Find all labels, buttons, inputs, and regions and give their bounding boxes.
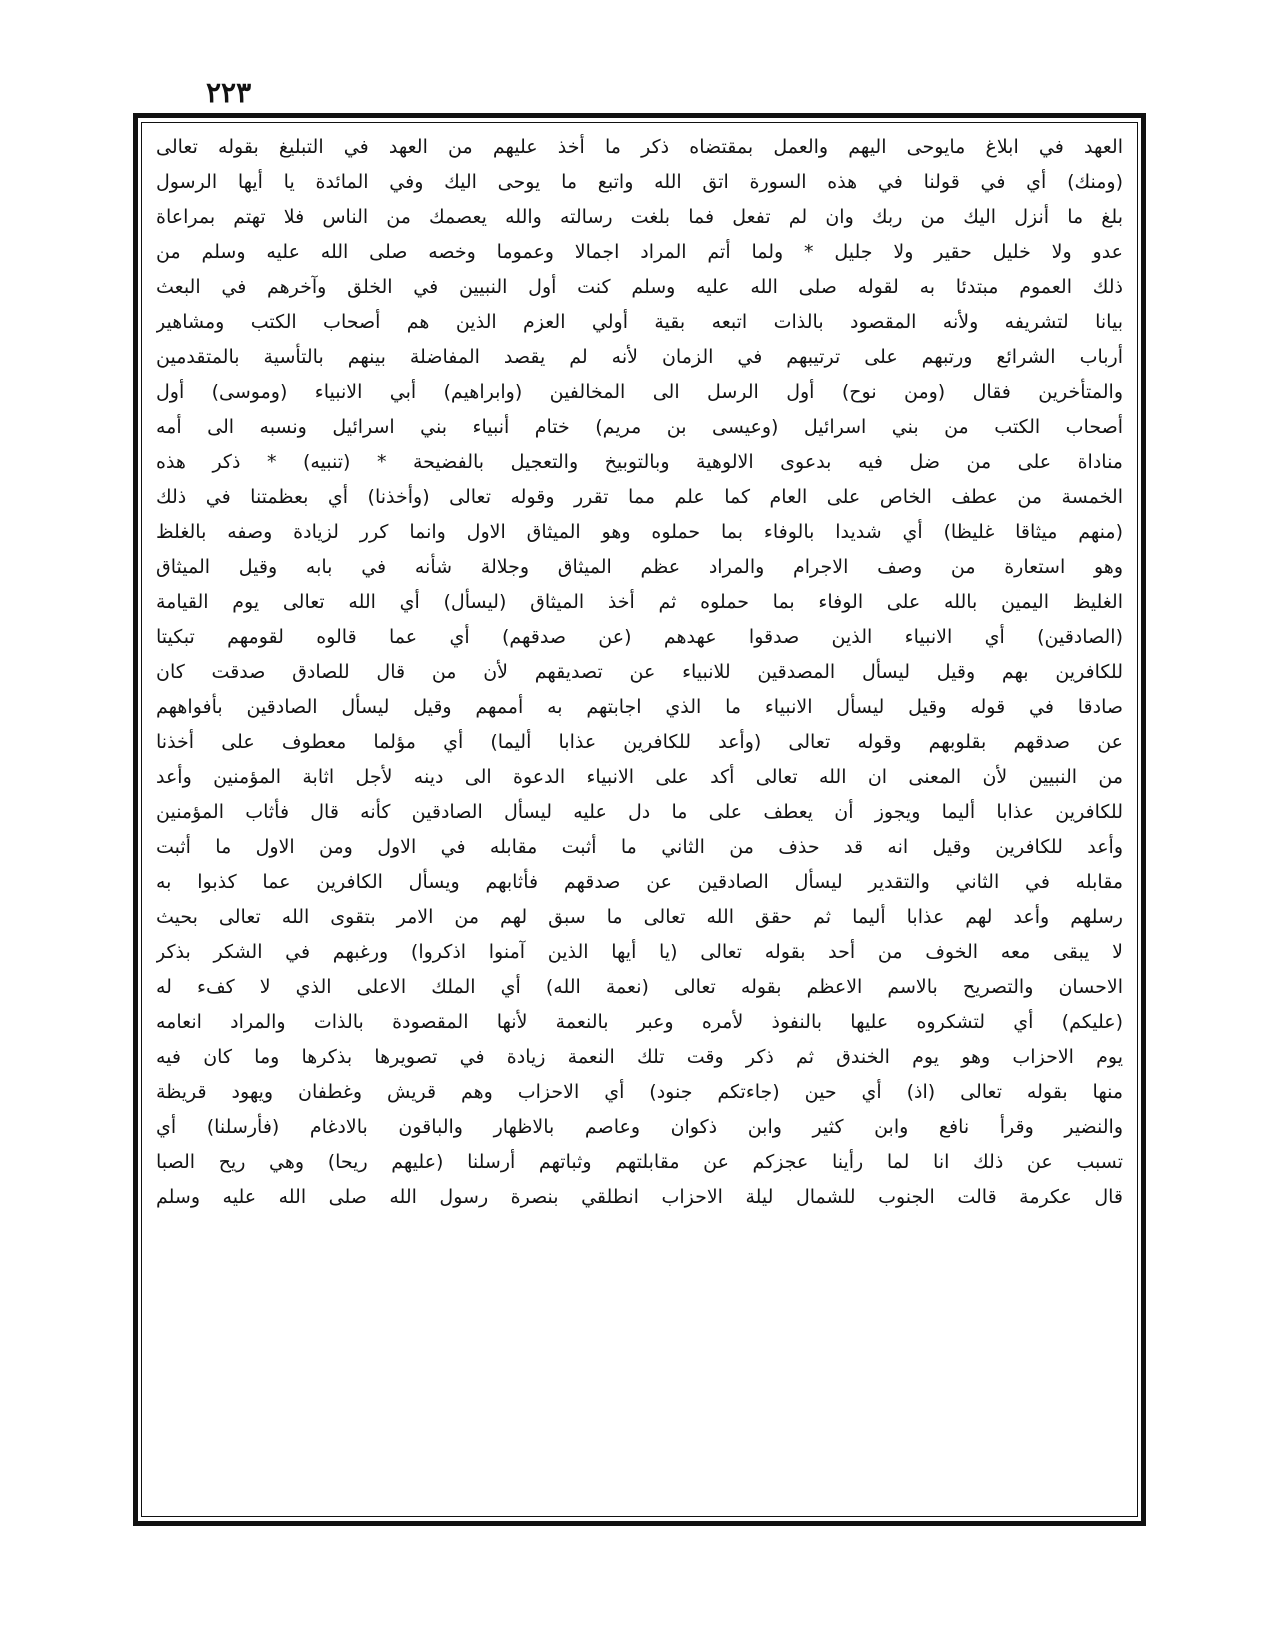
- text-line: رسلهم وأعد لهم عذابا أليما ثم حقق الله تعالى ما سبق لهم من الامر بتقوى الله تعالى بحيث: [156, 906, 1123, 928]
- text-line: قال عكرمة قالت الجنوب للشمال ليلة الاحزاب انطلقي بنصرة رسول الله صلى الله عليه وسلم: [156, 1186, 1123, 1208]
- text-line: منها بقوله تعالى (اذ) أي حين (جاءتكم جنود) أي الاحزاب وهم قريش وغطفان ويهود قريظة: [156, 1081, 1123, 1103]
- text-line: الاحسان والتصريح بالاسم الاعظم بقوله تعالى (نعمة الله) أي الملك الاعلى الذي لا كفء له: [156, 976, 1123, 998]
- text-line: أرباب الشرائع ورتبهم على ترتيبهم في الزمان لأنه لم يقصد المفاضلة بينهم بالتأسية بالمتقدمين: [156, 346, 1123, 368]
- text-line: الغليظ اليمين بالله على الوفاء بما حملوه ثم أخذ الميثاق (ليسأل) أي الله تعالى يوم القيامة: [156, 591, 1123, 613]
- text-line: للكافرين بهم وقيل ليسأل المصدقين للانبياء عن تصديقهم لأن من قال للصادق صدقت كان: [156, 661, 1123, 683]
- text-line: (ومنك) أي في قولنا في هذه السورة اتق الله واتبع ما يوحى اليك وفي المائدة يا أيها الرسول: [156, 171, 1123, 193]
- text-line: عدو ولا خليل حقير ولا جليل * ولما أتم المراد اجمالا وعموما وخصه صلى الله عليه وسلم من: [156, 241, 1123, 263]
- text-line: مقابله في الثاني والتقدير ليسأل الصادقين عن صدقهم فأثابهم ويسأل الكافرين عما كذبوا به: [156, 871, 1123, 893]
- text-line: صادقا في قوله وقيل ليسأل الانبياء ما الذي اجابتهم به أممهم وقيل ليسأل الصادقين بأفواههم: [156, 696, 1123, 718]
- text-line: والنضير وقرأ نافع وابن كثير وابن ذكوان وعاصم بالاظهار والباقون بالادغام (فأرسلنا) أي: [156, 1116, 1123, 1138]
- text-line: عن صدقهم بقلوبهم وقوله تعالى (وأعد للكافرين عذابا أليما) أي مؤلما معطوف على أخذنا: [156, 731, 1123, 753]
- text-line: بلغ ما أنزل اليك من ربك وان لم تفعل فما بلغت رسالته والله يعصمك من الناس فلا تهتم بمراعاة: [156, 206, 1123, 228]
- page-number: ٢٢٣: [206, 76, 252, 109]
- text-line: [156, 1215, 1123, 1250]
- text-line: يوم الاحزاب وهو يوم الخندق ثم ذكر وقت تلك النعمة زيادة في تصويرها بذكرها وما كان فيه: [156, 1046, 1123, 1068]
- text-line: (الصادقين) أي الانبياء الذين صدقوا عهدهم (عن صدقهم) أي عما قالوه لقومهم تبكيتا: [156, 626, 1123, 648]
- text-line: ذلك العموم مبتدئا به لقوله صلى الله عليه وسلم كنت أول النبيين في الخلق وآخرهم في البعث: [156, 276, 1123, 298]
- text-line: بيانا لتشريفه ولأنه المقصود بالذات اتبعه بقية أولي العزم الذين هم أصحاب الكتب ومشاهير: [156, 311, 1123, 333]
- text-line: للكافرين عذابا أليما ويجوز أن يعطف على ما دل عليه ليسأل الصادقين كأنه قال فأثاب المؤمنين: [156, 801, 1123, 823]
- text-line: تسبب عن ذلك انا لما رأينا عجزكم عن مقابلتهم وثباتهم أرسلنا (عليهم ريحا) وهي ريح الصبا: [156, 1151, 1123, 1173]
- text-line: وهو استعارة من وصف الاجرام والمراد عظم الميثاق وجلالة شأنه في بابه وقيل الميثاق: [156, 556, 1123, 578]
- text-line: وأعد للكافرين وقيل انه قد حذف من الثاني ما أثبت مقابله في الاول ومن الاول ما أثبت: [156, 836, 1123, 858]
- page-text-block: [148, 130, 1131, 1510]
- text-line: مناداة على من ضل فيه بدعوى الالوهية وبالتوبيخ والتعجيل بالفضيحة * (تنبيه) * ذكر هذه: [156, 451, 1123, 473]
- text-line: الخمسة من عطف الخاص على العام كما علم مما تقرر وقوله تعالى (وأخذنا) أي بعظمتنا في ذلك: [156, 486, 1123, 508]
- text-line: من النبيين لأن المعنى ان الله تعالى أكد على الانبياء الدعوة الى دينه لأجل اثابة المؤمنين وأعد: [156, 766, 1123, 788]
- text-line: أصحاب الكتب من بني اسرائيل (وعيسى بن مريم) ختام أنبياء بني اسرائيل ونسبه الى أمه: [156, 416, 1123, 438]
- text-line: العهد في ابلاغ مايوحى اليهم والعمل بمقتضاه ذكر ما أخذ عليهم من العهد في التبليغ بقوله تعالى: [156, 136, 1123, 158]
- text-line: (منهم ميثاقا غليظا) أي شديدا بالوفاء بما حملوه وهو الميثاق الاول وانما كرر لزيادة وصفه بالغلظ: [156, 521, 1123, 543]
- text-line: (عليكم) أي لتشكروه عليها بالنفوذ لأمره وعبر بالنعمة لأنها المقصودة بالذات والمراد انعامه: [156, 1011, 1123, 1033]
- text-line: لا يبقى معه الخوف من أحد بقوله تعالى (يا أيها الذين آمنوا اذكروا) ورغبهم في الشكر بذكر: [156, 941, 1123, 963]
- text-line: والمتأخرين فقال (ومن نوح) أول الرسل الى المخالفين (وابراهيم) أبي الانبياء (وموسى) أول: [156, 381, 1123, 403]
